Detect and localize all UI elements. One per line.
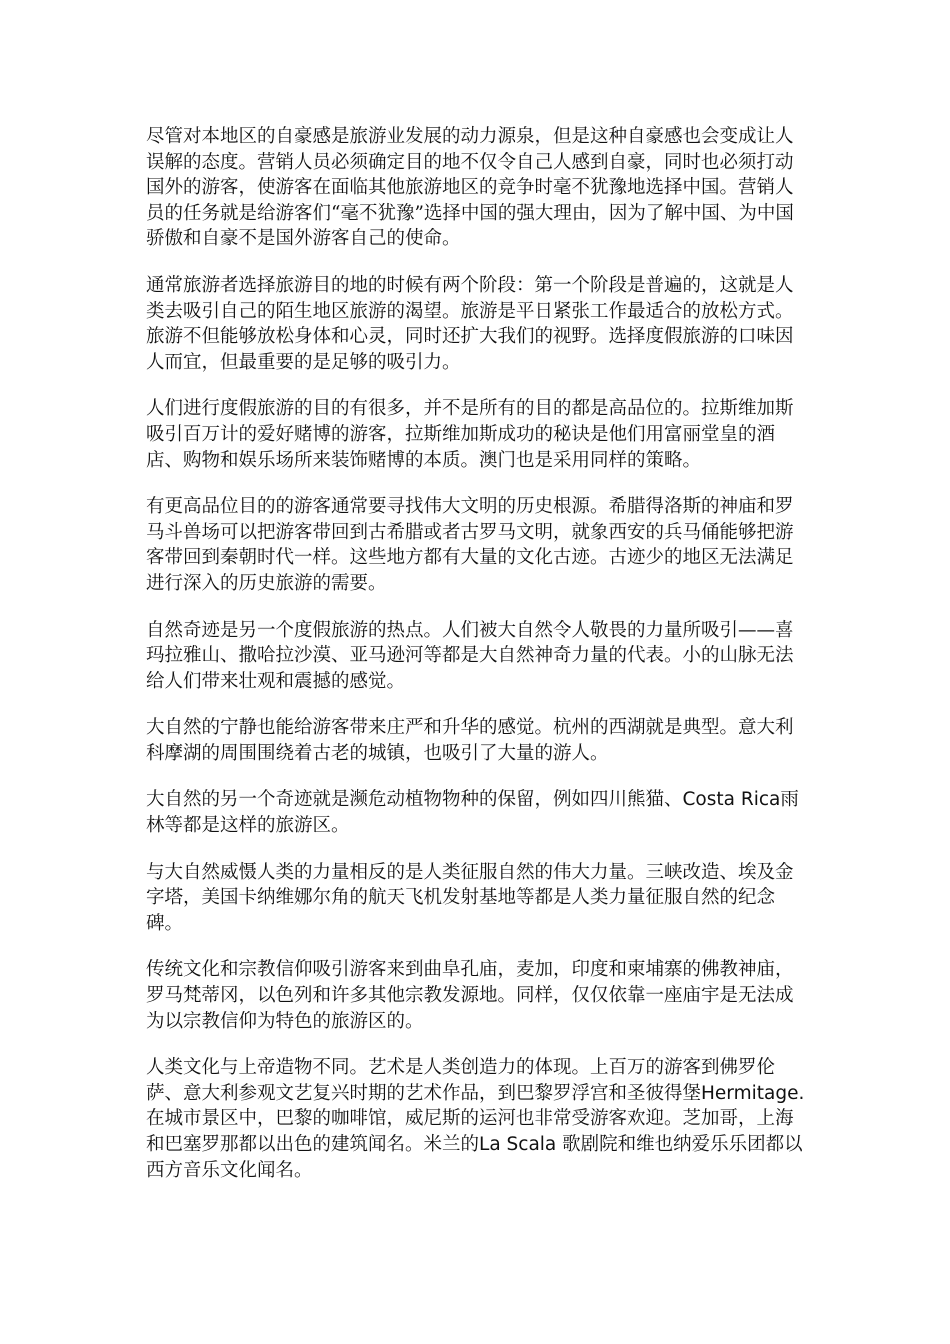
paragraph-10-latin-2: La Scala [479, 1134, 557, 1155]
paragraph-1: 尽管对本地区的自豪感是旅游业发展的动力源泉，但是这种自豪感也会变成让人误解的态度。营销人员必须确定目的地不仅令自己人感到自豪，同时也必须打动国外的游客，使游客在面临其他旅游地区的竞争时毫不犹豫地选择中国。营销人员的任务就是给游客们“毫不犹豫”选择中国的强大理由，因为了解中国、为中国骄傲和自豪不是国外游客自己的使命。 [146, 126, 794, 250]
paragraph-7-text-b: 雨林等都是这样的旅游区。 [146, 789, 799, 837]
paragraph-2: 通常旅游者选择旅游目的地的时候有两个阶段：第一个阶段是普遍的，这就是人类去吸引自己的陌生地区旅游的渴望。旅游是平日紧张工作最适合的放松方式。旅游不但能够放松身体和心灵，同时还扩大我们的视野。选择度假旅游的口味因人而宜，但最重要的是足够的吸引力。 [146, 274, 794, 373]
paragraph-10 [146, 1055, 806, 1183]
paragraph-5: 自然奇迹是另一个度假旅游的热点。人们被大自然令人敬畏的力量所吸引——喜玛拉雅山、撒哈拉沙漠、亚马逊河等都是大自然神奇力量的代表。小的山脉无法给人们带来壮观和震撼的感觉。 [146, 619, 794, 692]
paragraph-7-latin: Costa Rica [682, 789, 781, 811]
paragraph-7-text-a: 大自然的另一个奇迹就是濒危动植物物种的保留，例如四川熊猫、 [146, 789, 683, 811]
paragraph-10-text-c: 歌剧院和维也纳爱乐乐团都以西方音乐文化闻名。 [146, 1134, 803, 1181]
paragraph-6: 大自然的宁静也能给游客带来庄严和升华的感觉。杭州的西湖就是典型。意大利科摩湖的周围围绕着古老的城镇，也吸引了大量的游人。 [146, 717, 794, 764]
paragraph-10-text-b: 在城市景区中，巴黎的咖啡馆，威尼斯的运河也非常受游客欢迎。芝加哥，上海和巴塞罗那都以出色的建筑闻名。米兰的 [146, 1108, 794, 1155]
paragraph-3: 人们进行度假旅游的目的有很多，并不是所有的目的都是高品位的。拉斯维加斯吸引百万计的爱好赌博的游客，拉斯维加斯成功的秘诀是他们用富丽堂皇的酒店、购物和娱乐场所来装饰赌博的本质。澳门也是采用同样的策略。 [146, 398, 794, 471]
document-body [146, 124, 806, 1204]
paragraph-9: 传统文化和宗教信仰吸引游客来到曲阜孔庙，麦加，印度和柬埔寨的佛教神庙，罗马梵蒂冈，以色列和许多其他宗教发源地。同样，仅仅依靠一座庙宇是无法成为以宗教信仰为特色的旅游区的。 [146, 959, 794, 1032]
paragraph-4: 有更高品位目的的游客通常要寻找伟大文明的历史根源。希腊得洛斯的神庙和罗马斗兽场可以把游客带回到古希腊或者古罗马文明，就象西安的兵马俑能够把游客带回到秦朝时代一样。这些地方都有大量的文化古迹。古迹少的地区无法满足进行深入的历史旅游的需要。 [146, 496, 794, 594]
paragraph-7 [146, 787, 806, 838]
paragraph-8: 与大自然威慑人类的力量相反的是人类征服自然的伟大力量。三峡改造、埃及金字塔，美国卡纳维娜尔角的航天飞机发射基地等都是人类力量征服自然的纪念碑。 [146, 861, 794, 934]
paragraph-10-text-a: 人类文化与上帝造物不同。艺术是人类创造力的体现。上百万的游客到佛罗伦萨、意大利参观文艺复兴时期的艺术作品，到巴黎罗浮宫和圣彼得堡 [146, 1057, 776, 1104]
paragraph-10-latin-1: Hermitage. [701, 1082, 805, 1104]
